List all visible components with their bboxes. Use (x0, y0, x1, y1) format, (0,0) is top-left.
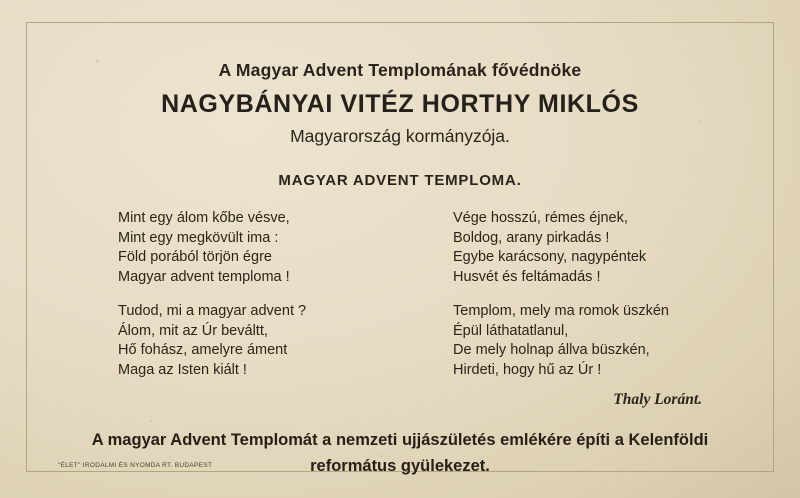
poem-column-left (118, 209, 427, 395)
patron-heading: A Magyar Advent Templomának fővédnöke (218, 60, 582, 80)
dedication-line-2: református gyülekezet. (310, 457, 490, 475)
printer-imprint: "ÉLET" IRODALMI ÉS NYOMDA RT. BUDAPEST (58, 462, 213, 469)
author-signature: Thaly Loránt. (613, 391, 702, 408)
poem-line: Magyar advent temploma ! (118, 268, 290, 285)
stanza (453, 302, 736, 380)
poem-line: Tudod, mi a magyar advent ? (118, 303, 307, 319)
stanza (118, 209, 427, 287)
stanza (118, 302, 427, 380)
patron-name: NAGYBÁNYAI VITÉZ HORTHY MIKLÓS (161, 90, 639, 118)
poem-line: Vége hosszú, rémes éjnek, (453, 210, 628, 226)
poem-title: MAGYAR ADVENT TEMPLOMA. (278, 172, 522, 189)
stanza (453, 209, 736, 287)
dedication-footer (56, 427, 744, 479)
card-content (26, 22, 774, 475)
poem-line: De mely holnap állva büszkén, (453, 342, 650, 358)
patron-title: Magyarország kormányzója. (290, 126, 510, 146)
poem-line: Hő fohász, amelyre áment (118, 342, 288, 358)
poem-line: Hirdeti, hogy hű az Úr ! (453, 361, 602, 378)
poem-columns (56, 209, 744, 395)
poem-line: Álom, mit az Úr beváltt, (118, 322, 268, 339)
poem-line: Husvét és feltámadás ! (453, 268, 601, 285)
dedication-line-1: A magyar Advent Templomát a nemzeti ujjászületés emlékére építi a Kelenföldi (91, 431, 709, 449)
poem-line: Egybe karácsony, nagypéntek (453, 249, 647, 265)
poem-line: Föld porából törjön égre (118, 249, 272, 265)
poem-line: Mint egy álom kőbe vésve, (118, 210, 290, 226)
poem-line: Maga az Isten kiált ! (118, 361, 247, 378)
poem-column-right (427, 209, 736, 395)
poem-line: Boldog, arany pirkadás ! (453, 229, 610, 246)
poem-line: Mint egy megkövült ima : (118, 229, 279, 246)
poem-line: Épül láthatatlanul, (453, 322, 569, 339)
poem-line: Templom, mely ma romok üszkén (453, 303, 669, 319)
